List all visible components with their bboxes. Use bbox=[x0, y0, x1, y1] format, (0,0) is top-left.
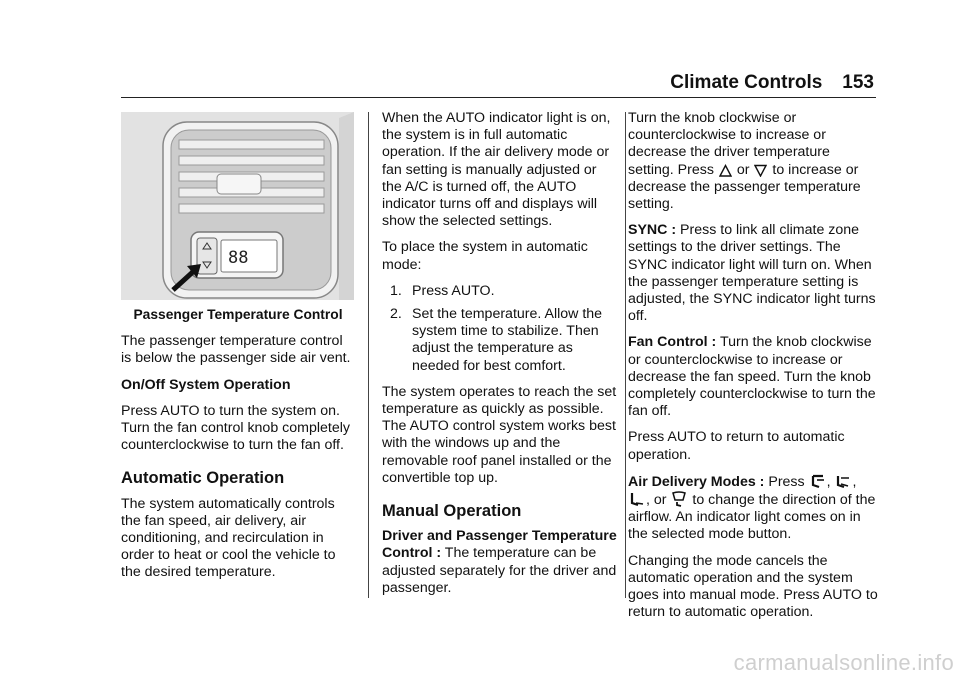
page-number: 153 bbox=[842, 72, 874, 93]
intro-paragraph: The passenger temperature control is below the passenger side air vent. bbox=[121, 333, 351, 367]
knob-paragraph: Turn the knob clockwise or counterclockwise to increase or decrease the driver temperature setting. Press or to increase or decrease the passenger temperature setting. bbox=[628, 110, 861, 213]
watermark: carmanualsonline.info bbox=[733, 650, 954, 675]
automatic-operation-heading: Automatic Operation bbox=[121, 469, 285, 488]
figure-caption: Passenger Temperature Control bbox=[133, 307, 343, 322]
auto-mode-steps bbox=[382, 283, 618, 375]
column-divider bbox=[368, 112, 369, 598]
onoff-paragraph: Press AUTO to turn the system on. Turn the fan control knob completely counterclockwise to turn the fan off. bbox=[121, 402, 350, 454]
column-divider bbox=[625, 112, 626, 598]
floor-mode-icon bbox=[629, 491, 645, 507]
section-title: Climate Controls bbox=[670, 72, 823, 93]
column-3 bbox=[628, 110, 878, 630]
sync-paragraph: SYNC : Press to link all climate zone settings to the driver settings. The SYNC indicator light will turn on. When the passenger temperature setting is adjusted, the SYNC indicator light turns off. bbox=[628, 222, 876, 325]
header-rule bbox=[121, 97, 876, 98]
list-item: 1. Press AUTO. bbox=[390, 282, 495, 299]
temp-up-arrow-icon bbox=[719, 164, 732, 177]
auto-mode-intro: To place the system in automatic mode: bbox=[382, 239, 588, 273]
manual-operation-heading: Manual Operation bbox=[382, 502, 522, 521]
column-2 bbox=[382, 110, 618, 606]
auto-indicator-paragraph: When the AUTO indicator light is on, the system is in full automatic operation. If the air delivery mode or fan setting is manually adjusted or the A/C is turned off, the AUTO indicator turns off and displays will show the selected settings. bbox=[382, 110, 611, 230]
mode-change-paragraph: Changing the mode cancels the automatic operation and the system goes into manual mode. Press AUTO to return to automatic operation. bbox=[628, 552, 878, 621]
column-1 bbox=[121, 110, 355, 591]
list-item: 2. Set the temperature. Allow the system time to stabilize. Then adjust the temperature as needed for best comfort. bbox=[390, 306, 603, 374]
passenger-temp-control-illustration bbox=[121, 112, 354, 300]
temp-down-arrow-icon bbox=[754, 164, 767, 177]
air-delivery-paragraph: Air Delivery Modes : Press , , , or to change the direction of the airflow. An indicator light comes on in the selected mode button. bbox=[628, 473, 876, 543]
system-operates-paragraph: The system operates to reach the set temperature as quickly as possible. The AUTO control system works best with the windows up and the removable roof panel installed or the convertible top up. bbox=[382, 383, 617, 486]
automatic-paragraph: The system automatically controls the fan speed, air delivery, air conditioning, and recirculation in order to heat or cool the vehicle to the desired temperature. bbox=[121, 495, 336, 581]
fan-control-paragraph: Fan Control : Turn the knob clockwise or counterclockwise to increase or decrease the fan speed. Turn the knob completely counterclockwise to turn the fan off. bbox=[628, 334, 876, 420]
display-digits: 88 bbox=[228, 248, 249, 268]
bi-level-mode-icon bbox=[835, 473, 851, 489]
page-header bbox=[0, 72, 874, 94]
return-auto-paragraph: Press AUTO to return to automatic operation. bbox=[628, 429, 845, 463]
vent-mode-icon bbox=[810, 473, 826, 489]
temp-control-paragraph: Driver and Passenger Temperature Control : The temperature can be adjusted separately for the driver and passenger. bbox=[382, 528, 617, 596]
defog-mode-icon bbox=[671, 491, 687, 507]
onoff-heading: On/Off System Operation bbox=[121, 376, 291, 393]
